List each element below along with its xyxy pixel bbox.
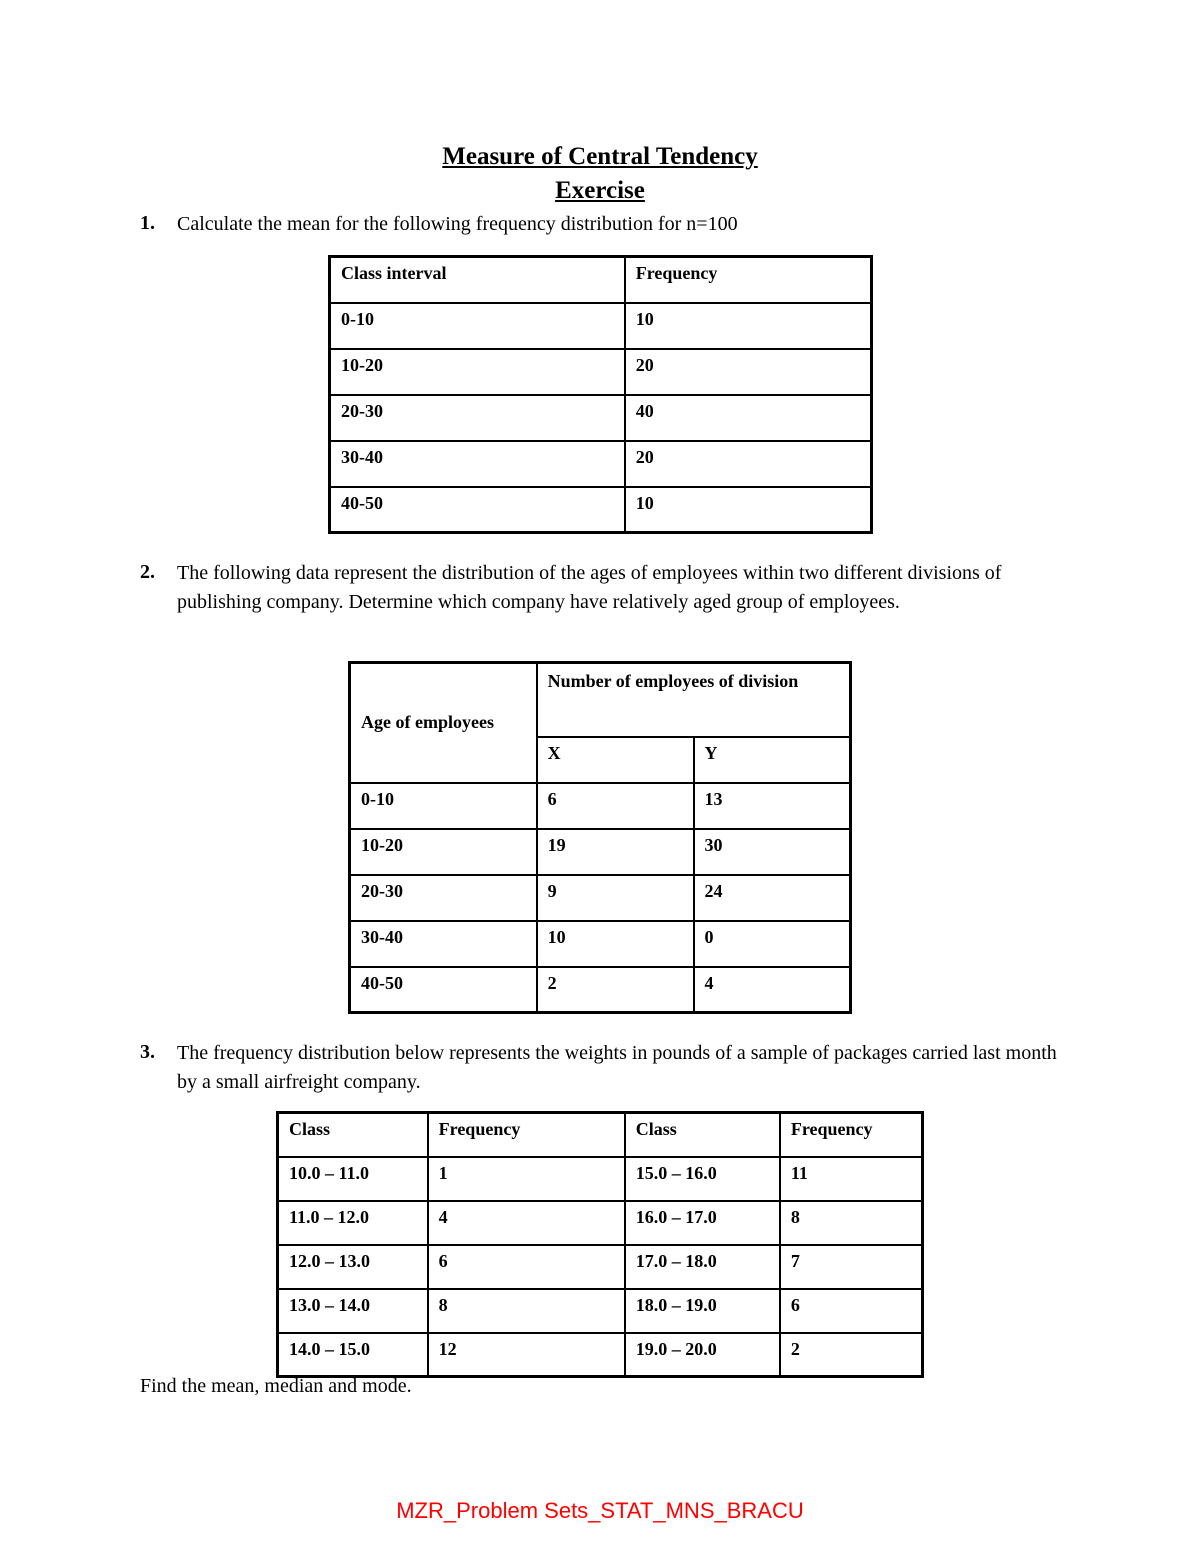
table-header-cell: Frequency [625,257,872,303]
table-cell: 2 [780,1333,923,1377]
table-cell: 7 [780,1245,923,1289]
table-header-row [278,1113,923,1157]
page-title: Measure of Central Tendency [442,143,758,170]
table-row [330,487,872,533]
table-cell: 12 [428,1333,625,1377]
table-header-cell: Frequency [428,1113,625,1157]
table-header-row [350,663,851,737]
table-cell: 10 [625,487,872,533]
table-row [278,1289,923,1333]
table-cell: 17.0 – 18.0 [625,1245,780,1289]
table-cell: 1 [428,1157,625,1201]
table-row [330,441,872,487]
table-cell: 19 [537,829,694,875]
table-cell: 13.0 – 14.0 [278,1289,428,1333]
table-cell: 2 [537,967,694,1013]
table-cell: 6 [780,1289,923,1333]
table-row [330,303,872,349]
table-cell: 8 [428,1289,625,1333]
table-row [278,1201,923,1245]
table-cell: 4 [428,1201,625,1245]
table-cell: 10 [537,921,694,967]
table-cell: 6 [428,1245,625,1289]
page-subtitle: Exercise [555,177,645,204]
table-header-row [330,257,872,303]
table-q2 [348,661,852,1014]
table-cell: 40-50 [330,487,625,533]
table-cell: 30 [694,829,851,875]
table-row [350,829,851,875]
table-header-cell: Frequency [780,1113,923,1157]
table-cell: 20-30 [350,875,537,921]
question-1-number: 1. [140,212,155,234]
table-cell: 20-30 [330,395,625,441]
table-header-cell: Class [625,1113,780,1157]
table-row [350,783,851,829]
table-cell: 13 [694,783,851,829]
question-2-text: The following data represent the distribution of the ages of employees within two different divisions of publishing company. Determine which company have relatively aged group of employees. [177,562,1002,613]
table-cell: 12.0 – 13.0 [278,1245,428,1289]
age-header-cell: Age of employees [350,663,537,783]
table-cell: 40-50 [350,967,537,1013]
question-3-number: 3. [140,1041,155,1063]
table-header-cell: Y [694,737,851,783]
table-cell: 4 [694,967,851,1013]
division-header-cell: Number of employees of division [537,663,851,737]
question-1-text: Calculate the mean for the following frequency distribution for n=100 [177,213,738,235]
table-cell: 30-40 [330,441,625,487]
table-cell: 6 [537,783,694,829]
table-cell: 0-10 [330,303,625,349]
table-cell: 10 [625,303,872,349]
table-row [330,395,872,441]
table-cell: 19.0 – 20.0 [625,1333,780,1377]
table-q1 [328,255,873,534]
table-row [330,349,872,395]
table-row [350,921,851,967]
table-cell: 8 [780,1201,923,1245]
table-cell: 20 [625,441,872,487]
table-cell: 10-20 [350,829,537,875]
question-3-instruction: Find the mean, median and mode. [140,1375,412,1397]
table-cell: 24 [694,875,851,921]
table-q3 [276,1111,924,1378]
table-cell: 11.0 – 12.0 [278,1201,428,1245]
table-cell: 10.0 – 11.0 [278,1157,428,1201]
table-cell: 40 [625,395,872,441]
table-cell: 11 [780,1157,923,1201]
table-cell: 0-10 [350,783,537,829]
table-cell: 9 [537,875,694,921]
table-cell: 15.0 – 16.0 [625,1157,780,1201]
table-header-cell: X [537,737,694,783]
footer-watermark: MZR_Problem Sets_STAT_MNS_BRACU [396,1498,804,1523]
table-cell: 16.0 – 17.0 [625,1201,780,1245]
table-row [350,875,851,921]
table-cell: 14.0 – 15.0 [278,1333,428,1377]
table-cell: 0 [694,921,851,967]
table-row [350,967,851,1013]
table-row [278,1245,923,1289]
table-header-cell: Class [278,1113,428,1157]
table-row [278,1333,923,1377]
table-cell: 30-40 [350,921,537,967]
question-2-number: 2. [140,561,155,583]
table-cell: 20 [625,349,872,395]
table-cell: 18.0 – 19.0 [625,1289,780,1333]
question-3-text: The frequency distribution below represents the weights in pounds of a sample of packages carried last month by a small airfreight company. [177,1042,1057,1093]
table-row [278,1157,923,1201]
table-header-cell: Class interval [330,257,625,303]
table-cell: 10-20 [330,349,625,395]
